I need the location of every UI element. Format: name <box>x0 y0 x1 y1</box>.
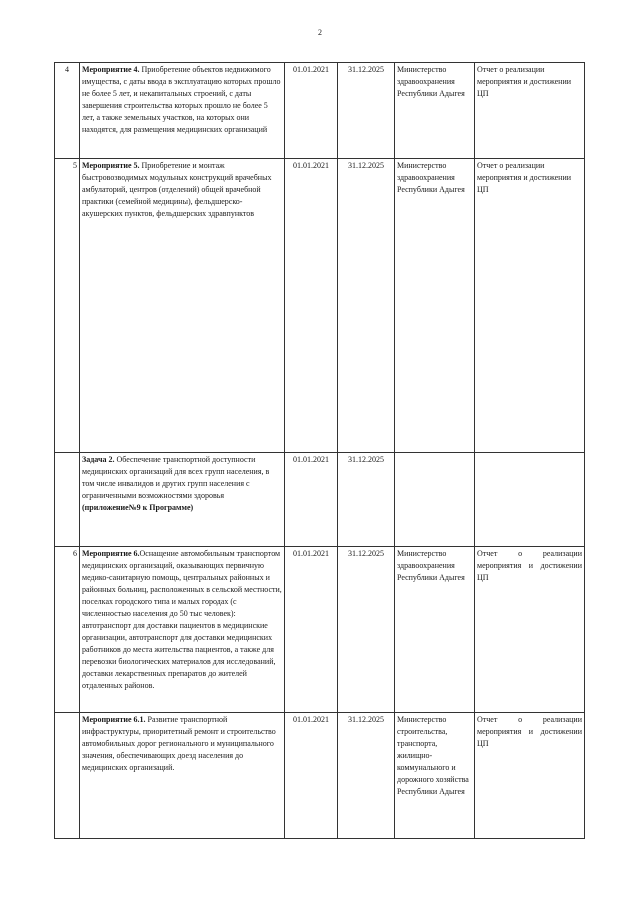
row-number: 6 <box>55 547 80 713</box>
measure-title: Мероприятие 5. <box>82 161 140 170</box>
end-date: 31.12.2025 <box>338 63 395 159</box>
table-row <box>55 63 585 159</box>
measure-description <box>80 63 285 159</box>
result: Отчет о реализации мероприятия и достижении ЦП <box>475 547 585 713</box>
measure-title: Мероприятие 6. <box>82 549 140 558</box>
row-number: 4 <box>55 63 80 159</box>
measure-title: Мероприятие 6.1. <box>82 715 146 724</box>
start-date: 01.01.2021 <box>285 453 338 547</box>
end-date: 31.12.2025 <box>338 159 395 453</box>
measure-title: Мероприятие 4. <box>82 65 140 74</box>
measure-description <box>80 547 285 713</box>
row-number: 5 <box>55 159 80 453</box>
table-row <box>55 547 585 713</box>
measures-table <box>54 62 585 839</box>
measure-text: Приобретение и монтаж быстровозводимых модульных конструкций врачебных амбулаторий, центров (отделений) общей врачебной практики (семейной медицины), фельдшерско-акушерских пунктов, фельдшерских здравпунктов <box>82 161 272 218</box>
measure-description <box>80 159 285 453</box>
task-appendix-ref: (приложение№9 к Программе) <box>82 503 194 512</box>
task-text: Обеспечение транспортной доступности медицинских организаций для всех групп населения, в том числе инвалидов и других групп населения с ограниченными возможностями здоровья <box>82 455 270 500</box>
result: Отчет о реализации мероприятия и достижении ЦП <box>475 63 585 159</box>
start-date: 01.01.2021 <box>285 713 338 839</box>
table-row <box>55 713 585 839</box>
task-title: Задача 2. <box>82 455 115 464</box>
measure-text: Оснащение автомобильным транспортом медицинских организаций, оказывающих первичную медико-санитарную помощь, центральных районных и районных больниц, расположенных в сельской местности, поселках городского типа и малых городах (с численностью населения до 50 тыс человек): автотранспорт для доставки пациентов в медицинские организации, автотранспорт для доставки медицинских работников до места жительства пациентов, а также для перевозки биологических материалов для исследований, доставки лекарственных препаратов до жителей отдаленных районов. <box>82 549 282 690</box>
result: Отчет о реализации мероприятия и достижении ЦП <box>475 713 585 839</box>
measure-description <box>80 453 285 547</box>
responsible: Министерство здравоохранения Республики Адыгея <box>395 159 475 453</box>
responsible <box>395 453 475 547</box>
table-row <box>55 453 585 547</box>
responsible: Министерство здравоохранения Республики Адыгея <box>395 547 475 713</box>
result: Отчет о реализации мероприятия и достижении ЦП <box>475 159 585 453</box>
measure-text: Приобретение объектов недвижимого имущества, с даты ввода в эксплуатацию которых прошло не более 5 лет, и некапитальных строений, с даты завершения строительства которых прошло не более 5 лет, а также земельных участков, на которых они находятся, для размещения медицинских организаций <box>82 65 281 134</box>
start-date: 01.01.2021 <box>285 159 338 453</box>
row-number <box>55 453 80 547</box>
table-row <box>55 159 585 453</box>
end-date: 31.12.2025 <box>338 713 395 839</box>
start-date: 01.01.2021 <box>285 547 338 713</box>
start-date: 01.01.2021 <box>285 63 338 159</box>
measure-description <box>80 713 285 839</box>
end-date: 31.12.2025 <box>338 547 395 713</box>
end-date: 31.12.2025 <box>338 453 395 547</box>
result <box>475 453 585 547</box>
responsible: Министерство строительства, транспорта, жилищно-коммунального и дорожного хозяйства Республики Адыгея <box>395 713 475 839</box>
row-number <box>55 713 80 839</box>
responsible: Министерство здравоохранения Республики Адыгея <box>395 63 475 159</box>
measure-text: Развитие транспортной инфраструктуры, приоритетный ремонт и строительство автомобильных дорог регионального и муниципального значения, обеспечивающих доезд населения до медицинских организаций. <box>82 715 276 772</box>
page-number: 2 <box>318 28 322 37</box>
